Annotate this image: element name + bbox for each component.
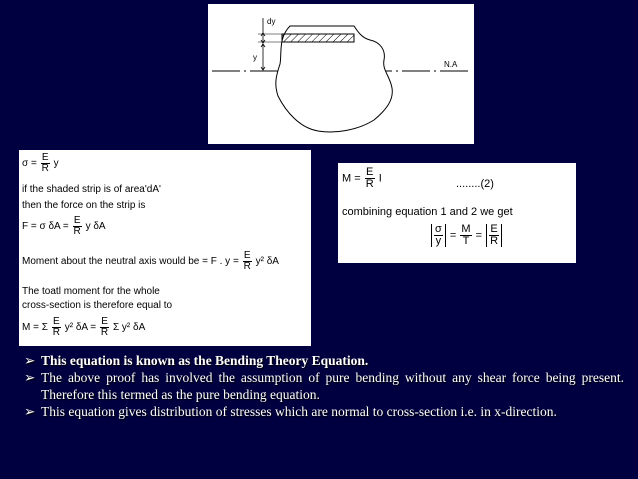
equals-sign: = <box>475 229 483 242</box>
moment-eq-lhs: Moment about the neutral axis would be = F . y = <box>22 256 239 268</box>
fraction <box>243 251 252 272</box>
y-label: y <box>253 53 257 62</box>
total-moment-mid: y² δA = <box>64 322 97 334</box>
arrow-bullet-icon: ➢ <box>24 353 36 368</box>
frac-num: E <box>41 152 49 163</box>
derivation-line-cross-section: cross-section is therefore equal to <box>22 300 173 311</box>
fraction <box>73 216 82 237</box>
frac-den: R <box>490 235 499 247</box>
stress-equation <box>22 153 59 174</box>
moment-curvature-equation <box>342 167 382 190</box>
combining-text: combining equation 1 and 2 we get <box>342 206 513 218</box>
frac-den: R <box>41 163 49 174</box>
list-item <box>24 403 624 420</box>
force-eq-rhs: y δA <box>85 221 106 233</box>
force-equation <box>22 216 106 237</box>
fraction <box>431 224 446 247</box>
total-moment-lhs: M = Σ <box>22 322 48 334</box>
total-moment-equation <box>22 317 145 338</box>
frac-num: M <box>461 223 471 235</box>
dy-label: dy <box>267 17 276 26</box>
bullet-text: This equation is known as the Bending Theory Equation. <box>41 353 369 368</box>
fraction <box>460 224 471 247</box>
arrow-bullet-icon: ➢ <box>24 370 36 385</box>
frac-num: σ <box>435 223 442 235</box>
moment-eq-rhs: y² δA <box>255 256 279 268</box>
stress-eq-lhs: σ = <box>22 158 37 170</box>
frac-den: y <box>435 235 442 247</box>
equation-reference: ........(2) <box>456 178 494 190</box>
bullet-list <box>24 352 624 420</box>
equals-sign: = <box>449 229 457 242</box>
total-moment-rhs: Σ y² δA <box>112 322 146 334</box>
frac-den: R <box>365 178 374 190</box>
list-item <box>24 369 624 403</box>
cross-section-diagram <box>208 4 474 144</box>
derivation-panel <box>19 150 311 346</box>
na-label: N.A <box>444 60 458 69</box>
frac-num: E <box>366 166 374 178</box>
fraction <box>52 317 61 338</box>
moment-equation <box>22 251 279 272</box>
equation-panel <box>338 163 576 263</box>
frac-den: R <box>100 327 109 338</box>
frac-den: R <box>52 327 60 338</box>
frac-den: R <box>73 226 81 237</box>
list-item <box>24 352 624 369</box>
bullet-text: This equation gives distribution of stresses which are normal to cross-section i.e. in x-direction. <box>41 404 557 419</box>
fraction <box>100 317 109 338</box>
frac-num: E <box>73 215 81 226</box>
fraction <box>365 167 375 190</box>
frac-num: E <box>243 250 251 261</box>
bullet-text: The above proof has involved the assumption of pure bending without any shear force being present. Therefore this termed as the pure bending equation. <box>41 370 624 402</box>
bending-equation <box>430 224 503 247</box>
derivation-line-total-moment: The toatl moment for the whole <box>22 286 160 297</box>
frac-num: E <box>101 316 108 327</box>
shaded-strip <box>282 34 354 42</box>
derivation-line-force-intro: then the force on the strip is <box>22 200 146 211</box>
arrow-bullet-icon: ➢ <box>24 404 36 419</box>
force-eq-lhs: F = σ δA = <box>22 221 69 233</box>
moment-curvature-lhs: M = <box>342 172 361 185</box>
fraction <box>486 224 502 247</box>
frac-num: E <box>52 316 60 327</box>
cross-section-figure <box>208 4 474 144</box>
derivation-line-area: if the shaded strip is of area'dA' <box>22 184 161 195</box>
frac-num: E <box>490 223 498 235</box>
frac-den: T <box>462 235 470 247</box>
fraction <box>41 153 50 174</box>
stress-eq-rhs: y <box>53 158 59 170</box>
frac-den: R <box>243 261 251 272</box>
moment-curvature-rhs: I <box>378 172 382 185</box>
